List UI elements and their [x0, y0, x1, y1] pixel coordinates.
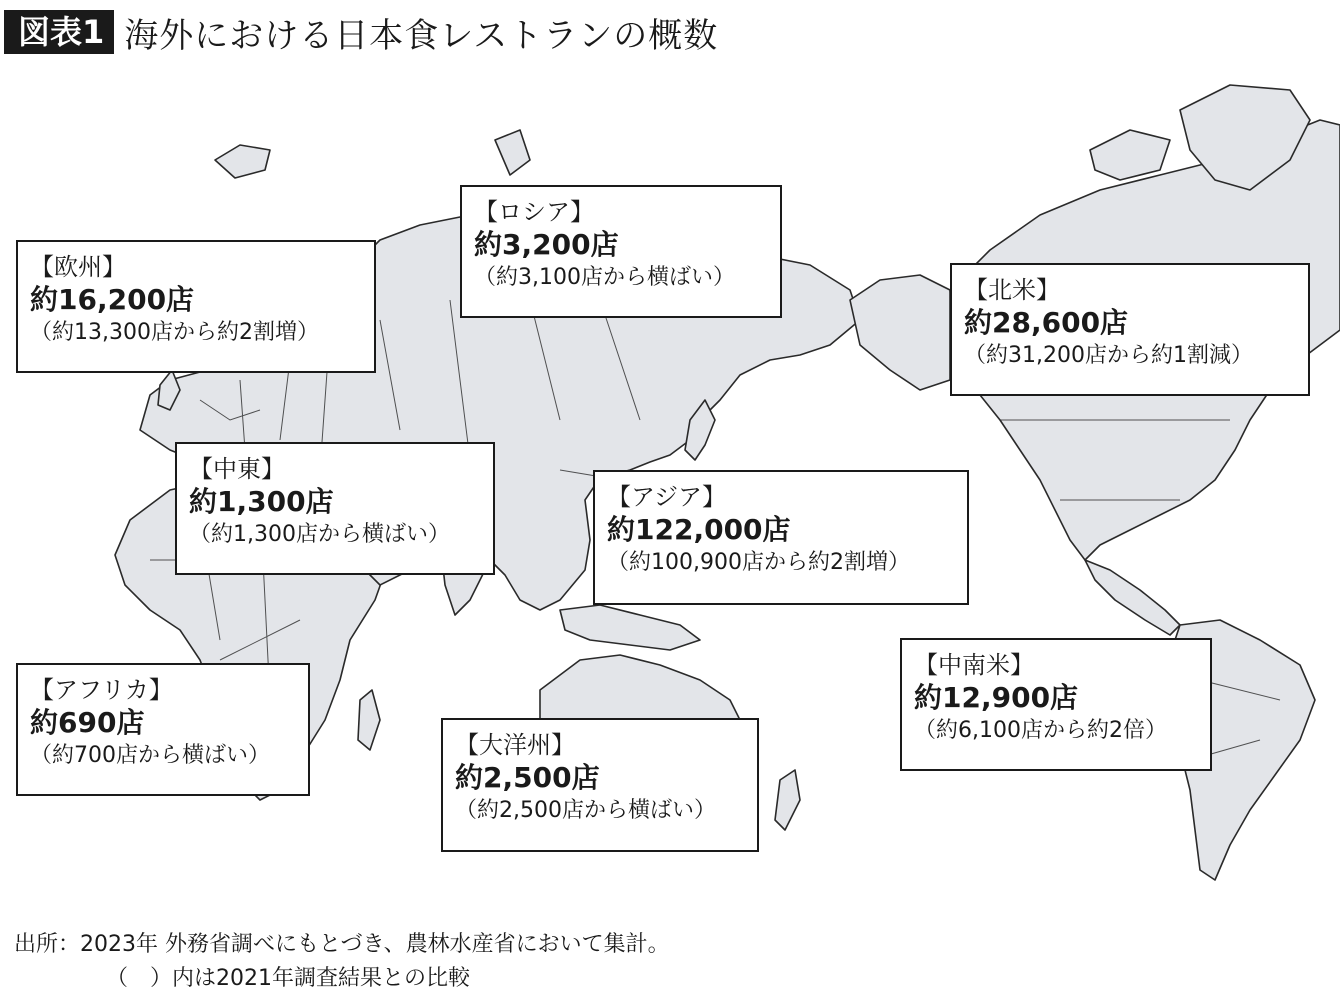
southeast-asia-islands [560, 605, 700, 650]
region-count: 約12,900店 [914, 681, 1079, 714]
region-name: 【欧州】 [30, 253, 126, 281]
region-name: 【アフリカ】 [30, 676, 173, 704]
region-change: （約700店から横ばい） [30, 743, 270, 768]
region-change: （約1,300店から横ばい） [189, 522, 450, 547]
region-name: 【中南米】 [914, 651, 1034, 679]
novaya-zemlya [495, 130, 530, 175]
region-box-north-america [950, 263, 1310, 396]
region-box-africa [16, 663, 310, 796]
region-box-asia [593, 470, 969, 605]
region-count: 約16,200店 [30, 283, 195, 316]
alaska [850, 275, 950, 390]
region-count: 約2,500店 [455, 761, 600, 794]
region-count: 約28,600店 [964, 306, 1129, 339]
figure-title: 海外における日本食レストランの概数 [124, 15, 719, 56]
region-box-latin-america [900, 638, 1212, 771]
region-box-middle-east [175, 442, 495, 575]
source-line-2: （ ）内は2021年調査結果との比較 [106, 966, 470, 991]
region-change: （約6,100店から約2倍） [914, 718, 1167, 743]
source-note [14, 928, 670, 996]
svalbard [215, 145, 270, 178]
region-change: （約3,100店から横ばい） [474, 265, 735, 290]
region-change: （約100,900店から約2割増） [607, 550, 910, 575]
region-count: 約690店 [30, 706, 145, 739]
central-america [1085, 560, 1180, 635]
region-name: 【アジア】 [607, 483, 727, 511]
region-box-europe [16, 240, 376, 373]
region-count: 約3,200店 [474, 228, 619, 261]
region-name: 【ロシア】 [474, 198, 594, 226]
canadian-arctic-islands [1090, 130, 1170, 180]
region-name: 【大洋州】 [455, 731, 575, 759]
source-line-1: 出所：2023年 外務省調べにもとづき、農林水産省において集計。 [14, 932, 670, 957]
region-box-oceania [441, 718, 759, 852]
region-change: （約2,500店から横ばい） [455, 798, 716, 823]
region-name: 【中東】 [189, 455, 285, 483]
region-name: 【北米】 [964, 276, 1060, 304]
region-change: （約13,300店から約2割増） [30, 320, 319, 345]
madagascar [358, 690, 380, 750]
new-zealand [775, 770, 800, 830]
figure-badge: 図表1 [4, 10, 114, 54]
region-box-russia [460, 185, 782, 318]
region-count: 約1,300店 [189, 485, 334, 518]
region-count: 約122,000店 [607, 513, 791, 546]
region-change: （約31,200店から約1割減） [964, 343, 1253, 368]
